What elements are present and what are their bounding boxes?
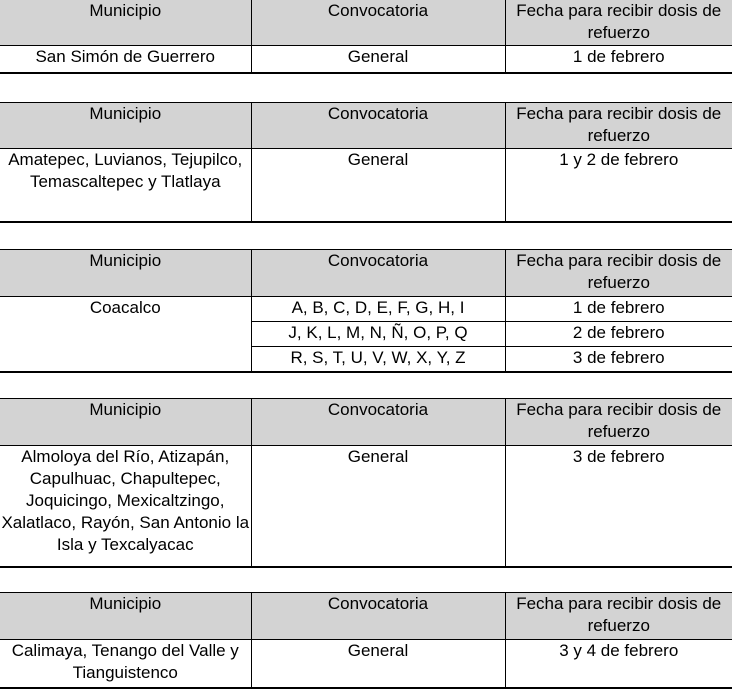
header-convocatoria: Convocatoria [251,593,505,640]
header-municipio: Municipio [0,593,251,640]
cell-convocatoria: General [251,45,505,73]
cell-municipio: Amatepec, Luvianos, Tejupilco, Temascaltepec y Tlatlaya [0,149,251,222]
header-convocatoria: Convocatoria [251,399,505,446]
header-municipio: Municipio [0,399,251,446]
header-municipio: Municipio [0,0,251,45]
header-fecha: Fecha para recibir dosis de refuerzo [505,103,732,149]
cell-convocatoria: R, S, T, U, V, W, X, Y, Z [251,347,505,372]
cell-fecha: 1 de febrero [505,45,732,73]
header-fecha: Fecha para recibir dosis de refuerzo [505,593,732,640]
cell-municipio: Almoloya del Río, Atizapán, Capulhuac, Chapultepec, Joquicingo, Mexicaltzingo, Xalatlaco, Rayón, San Antonio la Isla y Texcalyacac [0,446,251,567]
header-convocatoria: Convocatoria [251,103,505,149]
vaccination-table-3 [0,249,732,373]
cell-convocatoria: A, B, C, D, E, F, G, H, I [251,297,505,322]
cell-municipio: Calimaya, Tenango del Valle y Tianguistenco [0,640,251,688]
cell-convocatoria: J, K, L, M, N, Ñ, O, P, Q [251,322,505,347]
cell-municipio: Coacalco [0,297,251,372]
cell-fecha: 3 de febrero [505,347,732,372]
header-fecha: Fecha para recibir dosis de refuerzo [505,399,732,446]
cell-fecha: 3 y 4 de febrero [505,640,732,688]
vaccination-table-2 [0,102,732,223]
cell-fecha: 2 de febrero [505,322,732,347]
cell-municipio: San Simón de Guerrero [0,45,251,73]
header-convocatoria: Convocatoria [251,250,505,297]
vaccination-table-5 [0,592,732,689]
header-municipio: Municipio [0,250,251,297]
header-fecha: Fecha para recibir dosis de refuerzo [505,0,732,45]
header-municipio: Municipio [0,103,251,149]
cell-fecha: 3 de febrero [505,446,732,567]
cell-convocatoria: General [251,640,505,688]
vaccination-table-4 [0,398,732,568]
cell-fecha: 1 y 2 de febrero [505,149,732,222]
cell-convocatoria: General [251,446,505,567]
cell-fecha: 1 de febrero [505,297,732,322]
header-fecha: Fecha para recibir dosis de refuerzo [505,250,732,297]
vaccination-table-1 [0,0,732,74]
cell-convocatoria: General [251,149,505,222]
header-convocatoria: Convocatoria [251,0,505,45]
